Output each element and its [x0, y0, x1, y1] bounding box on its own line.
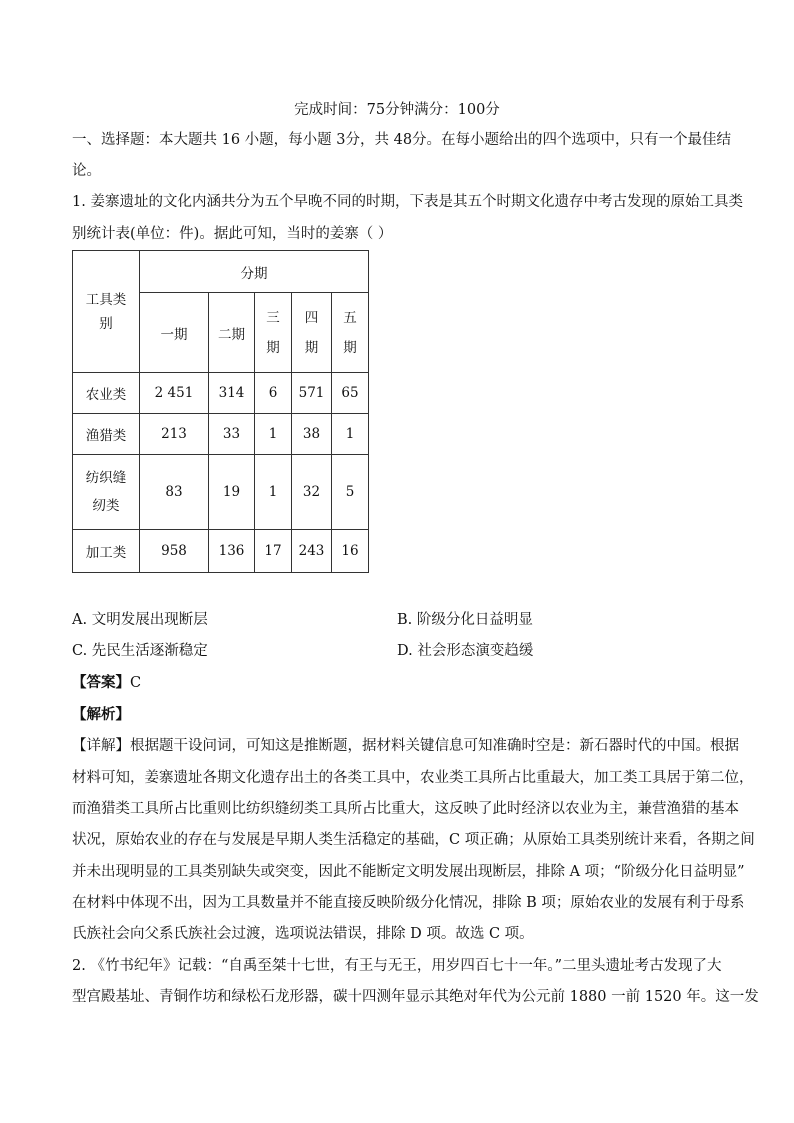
corner-header-line2: 别	[99, 315, 113, 332]
table-cell: 1	[255, 455, 292, 530]
table-cell: 32	[292, 455, 332, 530]
period-label: 五	[343, 309, 357, 326]
table-cell: 958	[140, 530, 209, 573]
detail-line: 材料可知，姜寨遗址各期文化遗存出土的各类工具中，农业类工具所占比重最大，加工类工具居于第二位，	[72, 770, 754, 786]
table-header-row	[73, 251, 369, 293]
period-cell	[292, 293, 332, 373]
table-row	[73, 373, 369, 414]
period-cell	[140, 293, 209, 373]
period-cell	[209, 293, 255, 373]
period-label: 四	[304, 309, 319, 326]
table-cell: 213	[140, 414, 209, 455]
section-heading-line2: 论。	[72, 163, 101, 179]
table-cell: 1	[332, 414, 369, 455]
table-cell: 16	[332, 530, 369, 573]
answer-line	[72, 673, 732, 693]
period-label: 三	[266, 309, 280, 326]
option-b: B. 阶级分化日益明显	[397, 612, 533, 628]
period-label-line2: 期	[266, 339, 280, 356]
table-cell: 136	[209, 530, 255, 573]
period-label-line2: 期	[304, 339, 319, 356]
row-label-line2: 纫类	[92, 498, 120, 514]
group-header-cell: 分期	[140, 251, 369, 293]
option-a: A. 文明发展出现断层	[72, 612, 208, 628]
table-row	[73, 414, 369, 455]
time-info: 完成时间：75分钟满分：100分	[294, 102, 500, 118]
table-cell: 65	[332, 373, 369, 414]
corner-header-line1: 工具类	[85, 291, 127, 308]
row-label: 加工类	[73, 530, 140, 573]
question2-line: 2. 《竹书纪年》记载：“自禹至桀十七世，有王与无王，用岁四百七十一年。”二里头遗址考古发现了大	[72, 958, 722, 974]
table-cell: 6	[255, 373, 292, 414]
detail-line: 【详解】根据题干设问词，可知这是推断题，据材料关键信息可知准确时空是：新石器时代的中国。根据	[72, 738, 739, 754]
section-heading-line1: 一、选择题：本大题共 16 小题，每小题 3分，共 48分。在每小题给出的四个选项中，只有一个最佳结	[72, 132, 732, 148]
row-label-cell	[73, 455, 140, 530]
detail-line: 状况，原始农业的存在与发展是早期人类生活稳定的基础，C 项正确；从原始工具类别统计来看，各期之间	[72, 832, 755, 848]
answer-value: C	[130, 675, 142, 691]
table-cell: 2 451	[140, 373, 209, 414]
period-label: 一期	[160, 326, 188, 343]
table-cell: 314	[209, 373, 255, 414]
table-cell: 19	[209, 455, 255, 530]
table-cell: 5	[332, 455, 369, 530]
period-cell	[255, 293, 292, 373]
option-c: C. 先民生活逐渐稳定	[72, 643, 208, 659]
row-label: 农业类	[73, 373, 140, 414]
detail-line: 氏族社会向父系氏族社会过渡，选项说法错误，排除 D 项。故选 C 项。	[72, 926, 534, 942]
detail-line: 并未出现明显的工具类别缺失或突变，因此不能断定文明发展出现断层，排除 A 项；“阶级分化日益明显”	[72, 864, 745, 880]
answer-label: 【答案】	[72, 674, 130, 691]
period-label: 二期	[218, 326, 245, 343]
table-cell: 1	[255, 414, 292, 455]
table-cell: 17	[255, 530, 292, 573]
table-cell: 571	[292, 373, 332, 414]
table-cell: 33	[209, 414, 255, 455]
table-row	[73, 455, 369, 530]
table-cell: 38	[292, 414, 332, 455]
table-row	[73, 530, 369, 573]
option-d: D. 社会形态演变趋缓	[397, 643, 534, 659]
question2-line: 型宫殿基址、青铜作坊和绿松石龙形器，碳十四测年显示其绝对年代为公元前 1880 一前 1520 年。这一发	[72, 989, 759, 1005]
corner-header-cell	[73, 251, 140, 373]
question1-stem-line1: 1. 姜寨遗址的文化内涵共分为五个早晚不同的时期，下表是其五个时期文化遗存中考古发现的原始工具类	[72, 194, 743, 210]
row-label: 纺织缝	[85, 470, 127, 486]
table-cell: 83	[140, 455, 209, 530]
detail-line: 在材料中体现不出，因为工具数量并不能直接反映阶级分化情况，排除 B 项；原始农业的发展有利于母系	[72, 895, 745, 911]
tool-statistics-table	[72, 250, 369, 573]
detail-line: 而渔猎类工具所占比重则比纺织缝纫类工具所占比重大，这反映了此时经济以农业为主，兼营渔猎的基本	[72, 801, 739, 817]
question1-stem-line2: 别统计表(单位：件)。据此可知，当时的姜寨（ ）	[72, 226, 393, 242]
period-cell	[332, 293, 369, 373]
period-label-line2: 期	[343, 339, 357, 356]
table-cell: 243	[292, 530, 332, 573]
row-label: 渔猎类	[73, 414, 140, 455]
analysis-label: 【解析】	[72, 706, 130, 723]
